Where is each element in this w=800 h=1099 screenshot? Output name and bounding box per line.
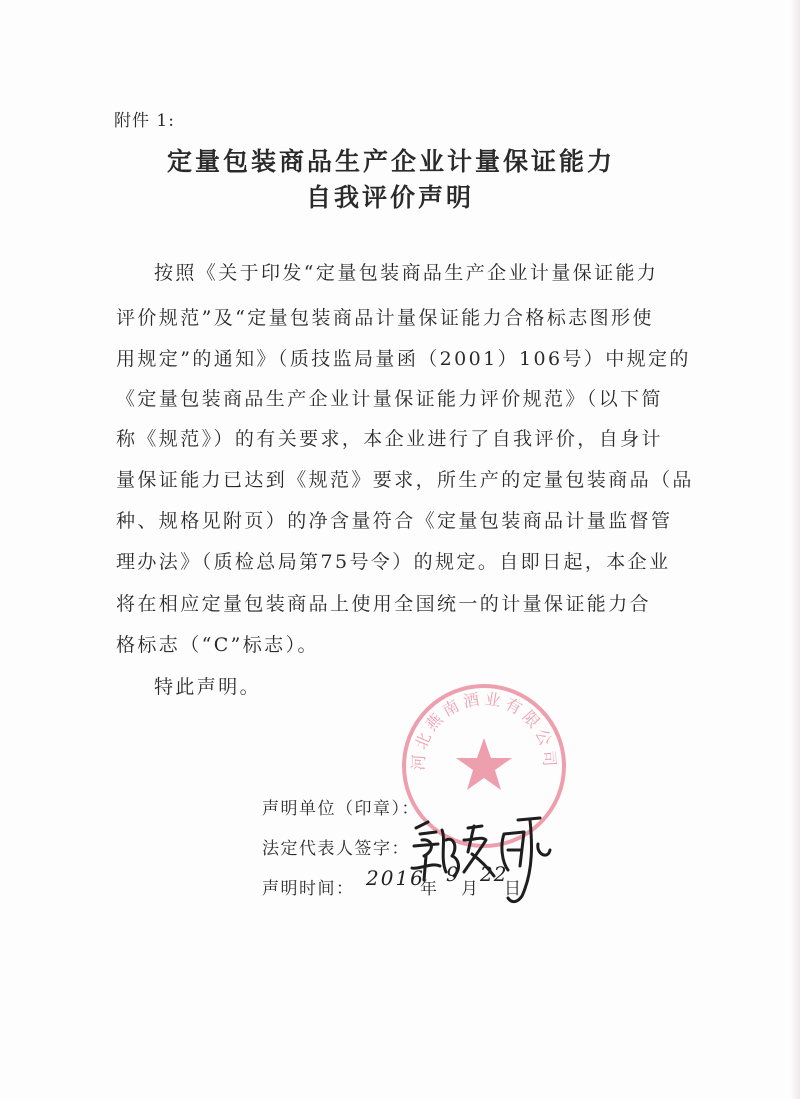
- body-line-8: 理办法》（质检总局第75号令）的规定。自即日起，本企业: [116, 551, 671, 573]
- date-year-handwritten: 2016: [366, 866, 425, 890]
- date-month-char: 月: [461, 879, 478, 899]
- body-line-4: 《定量包装商品生产企业计量保证能力评价规范》（以下简: [116, 388, 663, 410]
- declaring-unit-label: 声明单位（印章）：: [262, 799, 420, 819]
- body-line-7: 种、规格见附页）的净含量符合《定量包装商品计量监督管: [116, 510, 673, 532]
- body-line-3: 用规定”的通知》（质技监局量函（2001）106号）中规定的: [116, 348, 691, 370]
- title-line-1: 定量包装商品生产企业计量保证能力: [166, 147, 615, 176]
- date-year-char: 年: [420, 879, 437, 899]
- seal-star-icon: [456, 738, 512, 790]
- date-day-handwritten: 22: [480, 862, 508, 886]
- seal-text: 河北燕南酒业有限公司: [408, 689, 560, 772]
- body-line-9: 将在相应定量包装商品上使用全国统一的计量保证能力合: [116, 593, 652, 615]
- closing-statement: 特此声明。: [154, 676, 262, 698]
- body-line-10: 格标志（“C”标志）。: [116, 634, 319, 656]
- body-line-6: 量保证能力已达到《规范》要求，所生产的定量包装商品（品: [116, 469, 694, 491]
- representative-signature-label: 法定代表人签字：: [262, 839, 410, 859]
- scan-shadow: [790, 0, 800, 1099]
- date-month-handwritten: 9: [446, 862, 460, 886]
- body-line-5: 称《规范》）的有关要求，本企业进行了自我评价，自身计: [116, 428, 663, 450]
- body-line-1: 按照《关于印发“定量包装商品生产企业计量保证能力: [154, 262, 659, 284]
- attachment-label: 附件 1:: [114, 111, 175, 131]
- body-line-2: 评价规范”及“定量包装商品计量保证能力合格标志图形使: [116, 307, 654, 329]
- declaration-date-label: 声明时间：: [262, 879, 355, 899]
- date-day-char: 日: [504, 879, 521, 899]
- title-line-2: 自我评价声明: [305, 183, 474, 212]
